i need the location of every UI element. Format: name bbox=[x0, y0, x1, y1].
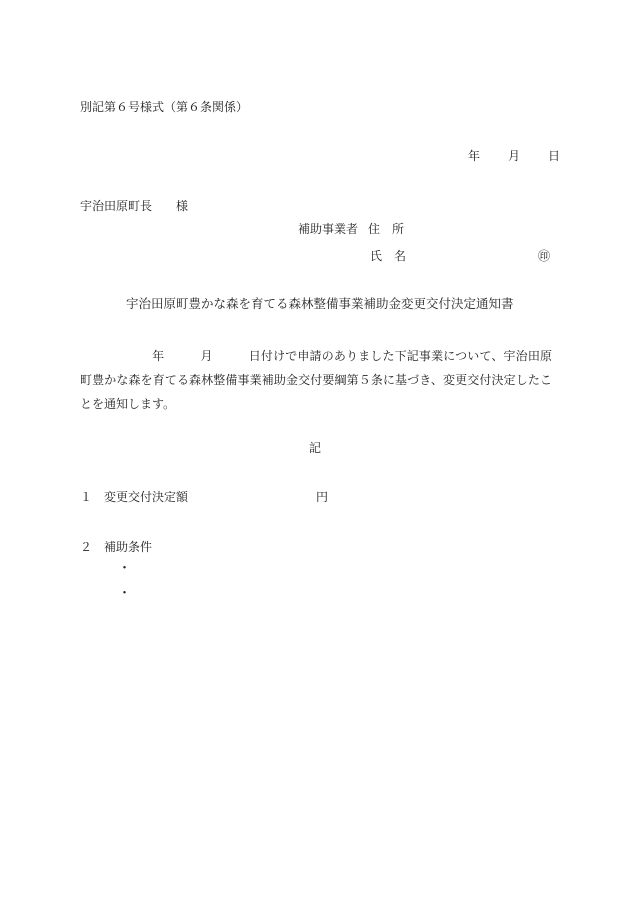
date-month: 月 bbox=[508, 149, 521, 163]
item-1-unit: 円 bbox=[316, 490, 329, 504]
date-day: 日 bbox=[548, 149, 561, 163]
addressee: 宇治田原町長 様 bbox=[80, 199, 189, 213]
applicant-role-label: 補助事業者 bbox=[298, 222, 359, 236]
address-label: 住 所 bbox=[368, 222, 405, 236]
applicant-address-field bbox=[298, 221, 404, 237]
body-month: 月 bbox=[200, 349, 213, 363]
condition-bullet: ・ bbox=[118, 586, 132, 601]
form-label: 別記第６号様式（第６条関係） bbox=[80, 100, 249, 114]
date-line bbox=[468, 148, 560, 164]
date-year: 年 bbox=[468, 149, 481, 163]
ki-heading: 記 bbox=[309, 441, 322, 455]
item-2-label: ２ 補助条件 bbox=[80, 540, 153, 554]
body-text: 日付けで申請のありました下記事業について、宇治田原町豊かな森を育てる森林整備事業補助金交付要綱第５条に基づき、変更交付決定したことを通知します。 bbox=[80, 349, 552, 411]
body-year: 年 bbox=[152, 349, 165, 363]
item-1-label: １ 変更交付決定額 bbox=[80, 490, 189, 504]
condition-bullet: ・ bbox=[118, 561, 132, 576]
body-paragraph bbox=[80, 344, 552, 416]
document-title: 宇治田原町豊かな森を育てる森林整備事業補助金変更交付決定通知書 bbox=[126, 296, 514, 311]
seal-mark: ㊞ bbox=[538, 249, 551, 263]
name-label: 氏 名 bbox=[370, 249, 407, 263]
